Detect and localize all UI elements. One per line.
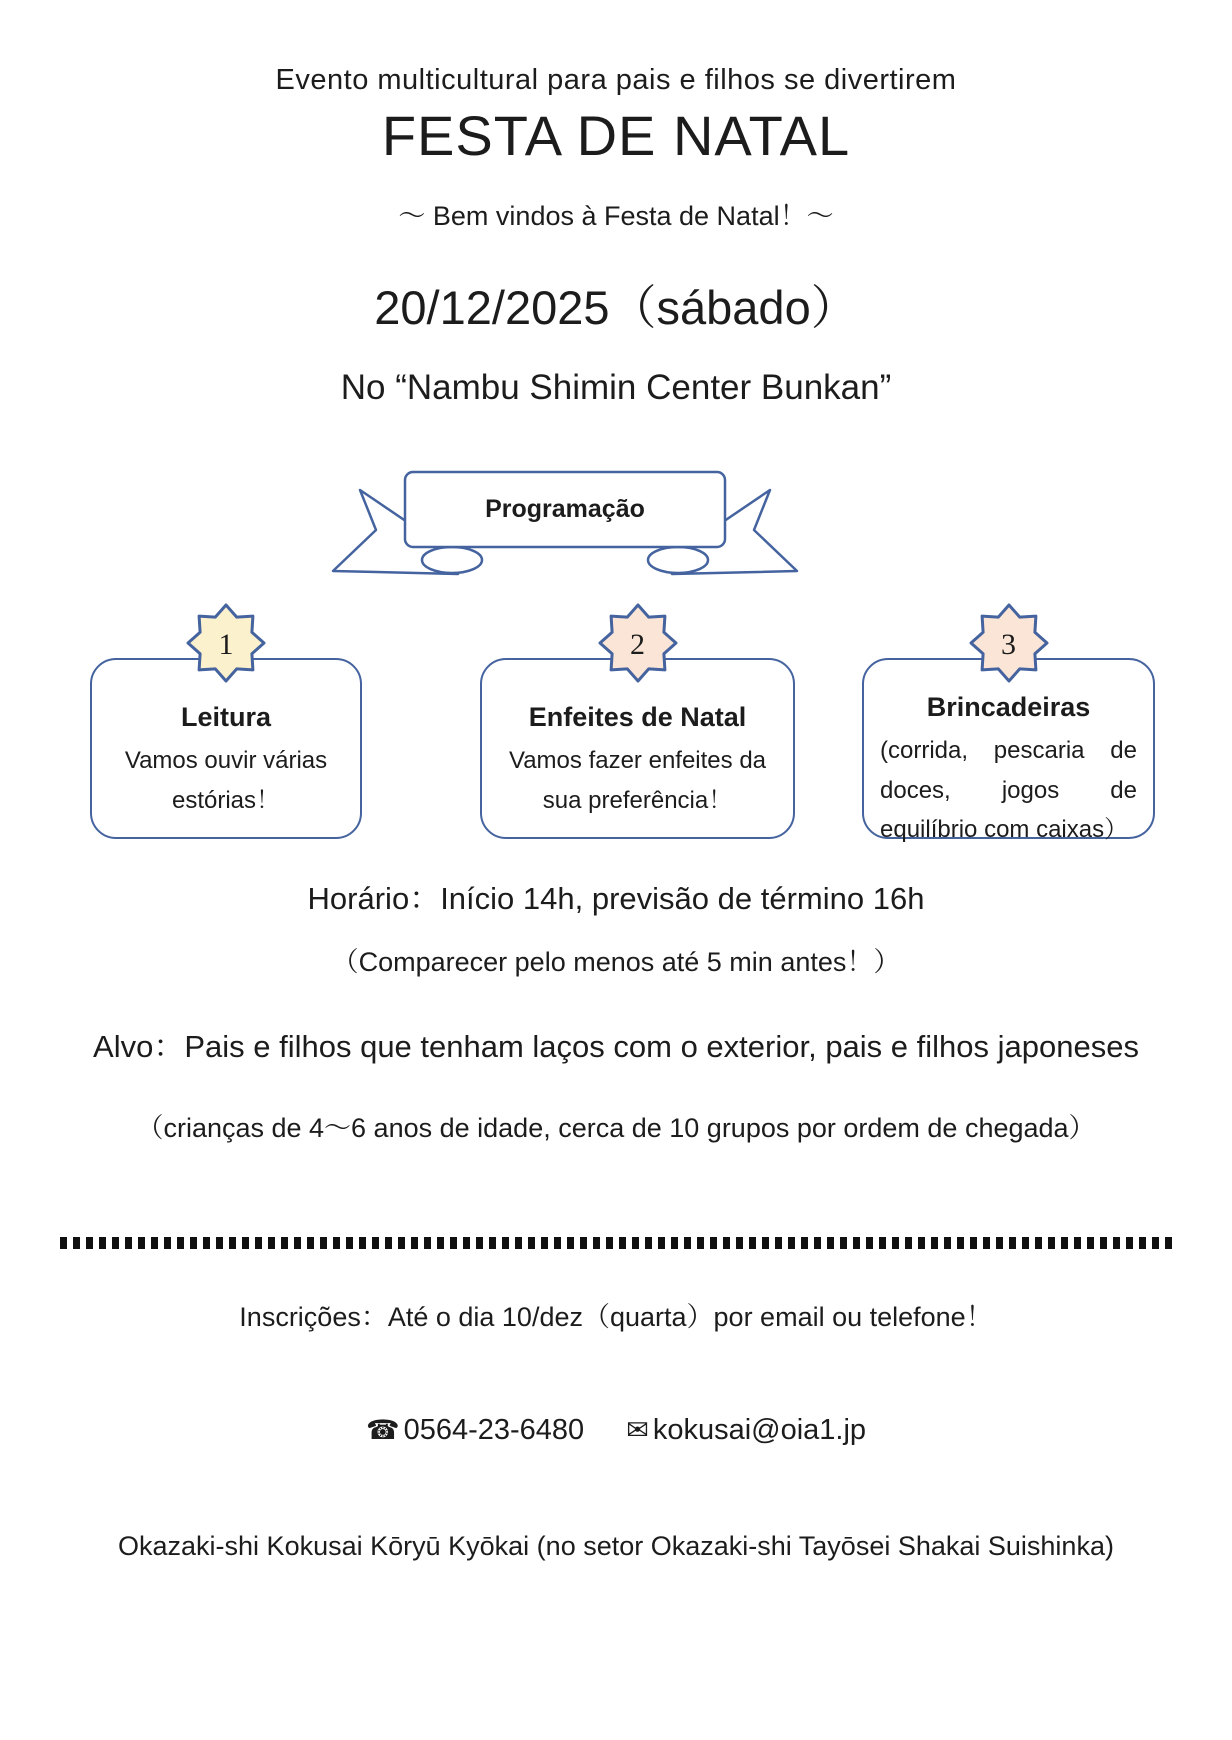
event-venue: No “Nambu Shimin Center Bunkan” <box>340 368 892 407</box>
telephone-icon: ☎ <box>365 1415 400 1446</box>
welcome-line: ～ Bem vindos à Festa de Natal！～ <box>398 201 834 231</box>
program-card-description: (corrida, pescaria de doces, jogos de equilíbrio com caixas） <box>880 737 1137 844</box>
event-date: 20/12/2025（sábado） <box>374 281 858 334</box>
badge-number: 2 <box>630 628 645 661</box>
phone-contact <box>366 1414 584 1447</box>
organizer-line: Okazaki-shi Kokusai Kōryū Kyōkai (no setor Okazaki-shi Tayōsei Shakai Suishinka) <box>118 1531 1114 1561</box>
badge-number: 3 <box>1001 628 1016 661</box>
program-card-title: Brincadeiras <box>926 692 1091 722</box>
contact-row <box>0 1414 1232 1447</box>
program-card-title: Leitura <box>180 702 272 732</box>
schedule-note: （Comparecer pelo menos até 5 min antes！） <box>331 947 901 977</box>
target-audience-note: （crianças de 4～6 anos de idade, cerca de 10 grupos por ordem de chegada） <box>136 1113 1096 1143</box>
phone-number: 0564-23-6480 <box>403 1414 585 1446</box>
target-audience-line: Alvo：Pais e filhos que tenham laços com o exterior, pais e filhos japoneses <box>93 1029 1139 1064</box>
star-badge-2 <box>598 603 678 683</box>
badge-number: 1 <box>218 628 234 661</box>
program-card-border <box>862 658 1155 844</box>
program-card-border <box>90 658 362 839</box>
email-address: kokusai@oia1.jp <box>652 1414 867 1446</box>
program-card-title: Enfeites de Natal <box>528 702 747 732</box>
schedule-line: Horário：Início 14h, previsão de término 16h <box>307 881 925 916</box>
program-card-border <box>480 658 795 839</box>
program-card-description: Vamos ouvir várias estórias！ <box>124 747 328 814</box>
registration-deadline-line: Inscrições：Até o dia 10/dez（quarta）por email ou telefone！ <box>239 1302 993 1332</box>
envelope-icon: ✉ <box>626 1415 649 1446</box>
star-badge-3 <box>969 603 1049 683</box>
program-ribbon-banner <box>330 434 800 579</box>
page-title: FESTA DE NATAL <box>381 104 851 167</box>
star-badge-1 <box>186 603 266 683</box>
event-tagline: Evento multicultural para pais e filhos se divertirem <box>275 64 957 96</box>
dotted-divider <box>60 1237 1175 1249</box>
program-cards-row <box>0 603 1232 844</box>
program-ribbon-label: Programação <box>485 495 645 523</box>
program-card-description: Vamos fazer enfeites da sua preferência！ <box>508 747 767 814</box>
email-contact <box>626 1414 866 1447</box>
